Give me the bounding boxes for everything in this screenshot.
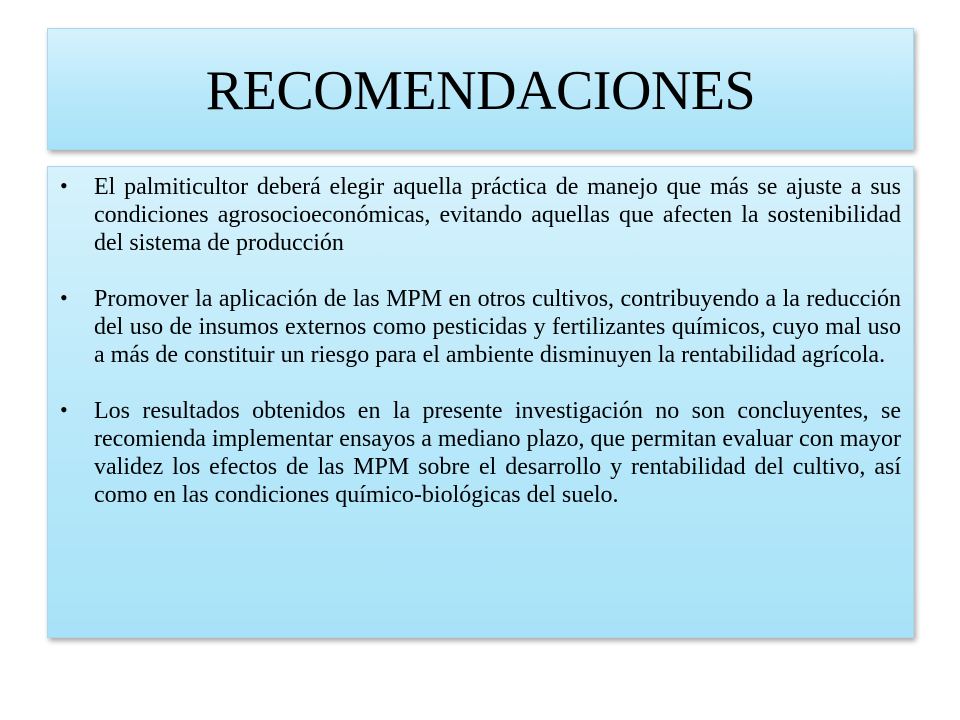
bullet-icon: •: [60, 397, 68, 422]
title-box: [47, 28, 914, 150]
bullet-text-1: El palmiticultor deberá elegir aquella práctica de manejo que más se ajuste a sus condiciones agrosocioeconómicas, evitando aquellas que afecten la sostenibilidad del sistema de producción: [94, 174, 901, 256]
slide-title: RECOMENDACIONES: [205, 60, 756, 122]
bullet-text-3: Los resultados obtenidos en la presente investigación no son concluyentes, se recomienda implementar ensayos a mediano plazo, que permitan evaluar con mayor validez los efectos de las MPM sobre el desarrollo y rentabilidad del cultivo, así como en las condiciones químico-biológicas del suelo.: [94, 398, 902, 508]
bullet-item-2: [60, 285, 901, 369]
bullet-text-2: Promover la aplicación de las MPM en otros cultivos, contribuyendo a la reducción del uso de insumos externos como pesticidas y fertilizantes químicos, cuyo mal uso a más de constituir un riesgo para el ambiente disminuyen la rentabilidad agrícola.: [94, 286, 901, 368]
bullet-icon: •: [60, 285, 68, 310]
content-box: [47, 166, 914, 638]
bullet-item-3: [60, 397, 902, 509]
bullet-list: [60, 173, 902, 537]
bullet-icon: •: [60, 173, 68, 198]
bullet-item-1: [60, 173, 901, 257]
